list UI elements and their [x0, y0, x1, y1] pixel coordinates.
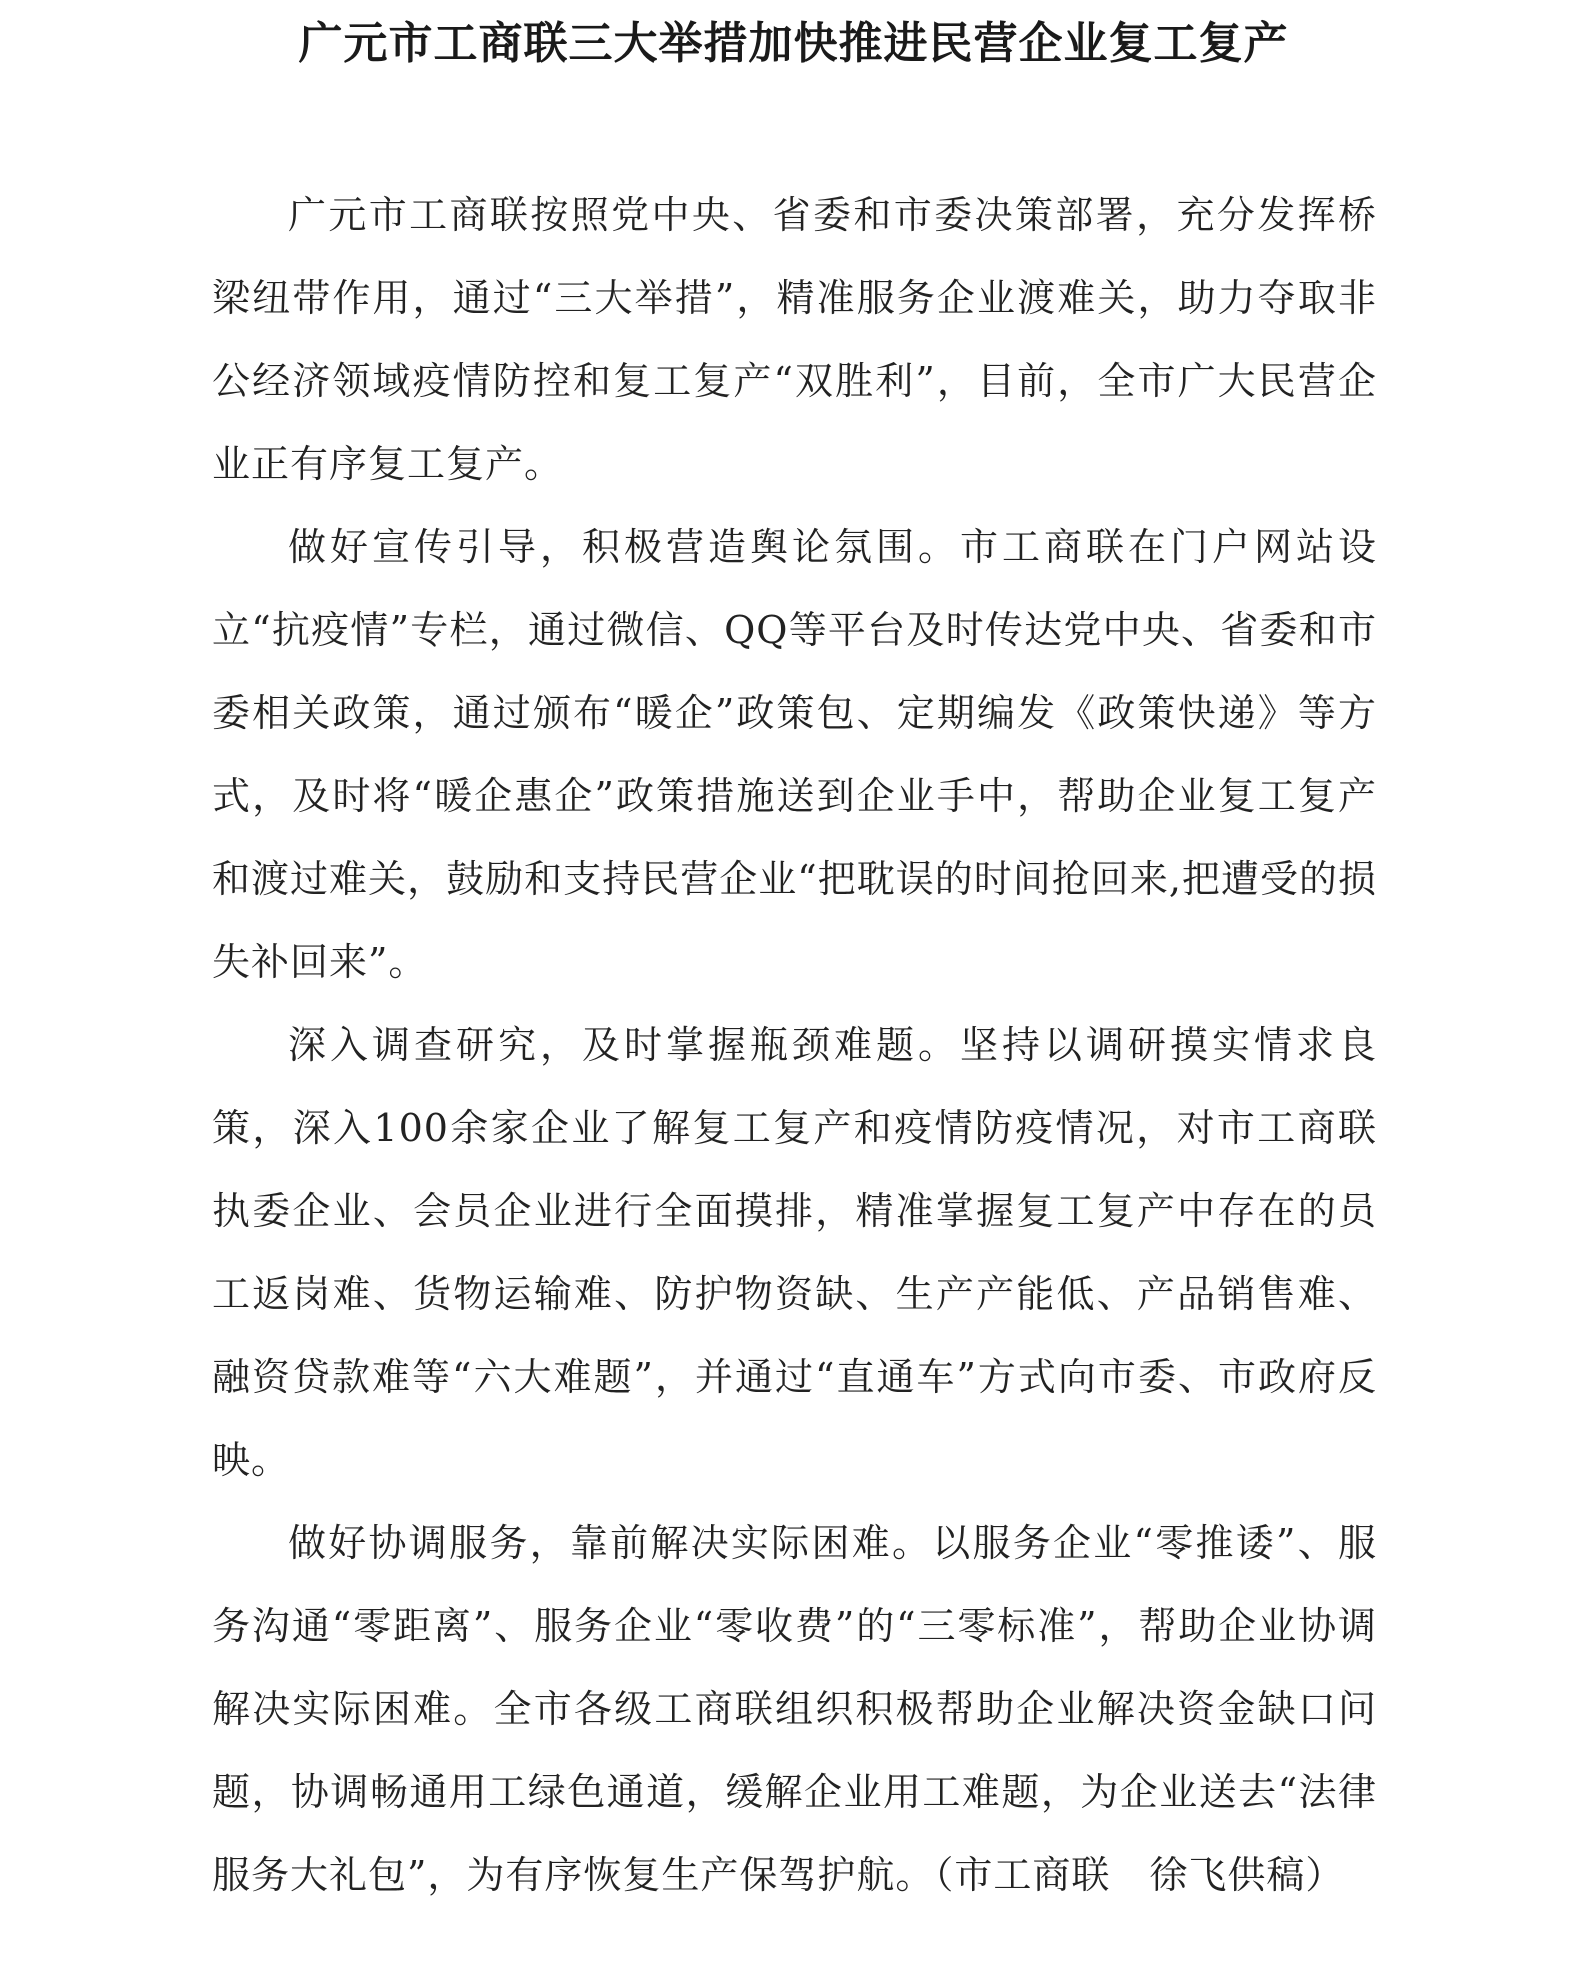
paragraph-coordination: 做好协调服务，靠前解决实际困难。以服务企业“零推诿”、服务沟通“零距离”、服务企业“零收费”的“三零标准”，帮助企业协调解决实际困难。全市各级工商联组织积极帮助企业解决资金缺口问题，协调畅通用工绿色通道，缓解企业用工难题，为企业送去“法律服务大礼包”，为有序恢复生产保驾护航。（市工商联 徐飞供稿）	[212, 1521, 1377, 1897]
document-title: 广元市工商联三大举措加快推进民营企业复工复产	[298, 18, 1289, 69]
paragraph-research: 深入调查研究，及时掌握瓶颈难题。坚持以调研摸实情求良策，深入100余家企业了解复工复产和疫情防疫情况，对市工商联执委企业、会员企业进行全面摸排，精准掌握复工复产中存在的员工返岗难、货物运输难、防护物资缺、生产产能低、产品销售难、融资贷款难等“六大难题”，并通过“直通车”方式向市委、市政府反映。	[212, 1023, 1377, 1482]
paragraph-publicity: 做好宣传引导，积极营造舆论氛围。市工商联在门户网站设立“抗疫情”专栏，通过微信、QQ等平台及时传达党中央、省委和市委相关政策，通过颁布“暖企”政策包、定期编发《政策快递》等方式，及时将“暖企惠企”政策措施送到企业手中，帮助企业复工复产和渡过难关，鼓励和支持民营企业“把耽误的时间抢回来,把遭受的损失补回来”。	[212, 525, 1377, 984]
document-body	[212, 174, 1377, 1917]
paragraph-intro: 广元市工商联按照党中央、省委和市委决策部署，充分发挥桥梁纽带作用，通过“三大举措”，精准服务企业渡难关，助力夺取非公经济领域疫情防控和复工复产“双胜利”，目前，全市广大民营企业正有序复工复产。	[212, 193, 1377, 486]
